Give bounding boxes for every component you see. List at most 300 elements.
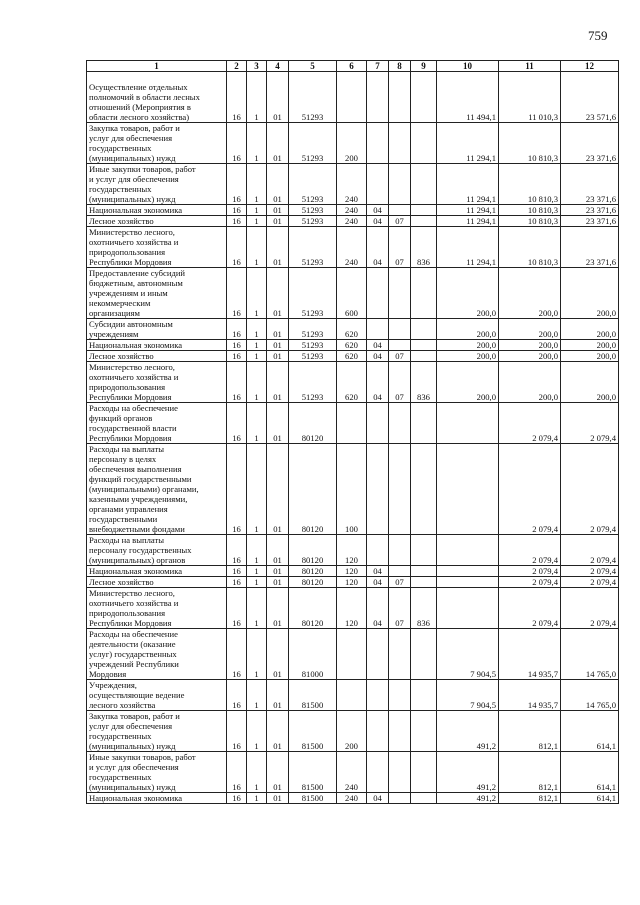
code-subprogram: 01 [267, 588, 289, 629]
row-name: Расходы на выплаты персоналу в целях обеспечения выполнения функций государственными (муниципальными) органами, казенными учреждениями, органами управления государственными внебюджетными фондами [87, 444, 227, 535]
code-expense-type: 100 [337, 444, 367, 535]
code-grbs [411, 216, 437, 227]
code-subprogram: 01 [267, 577, 289, 588]
table-row [87, 577, 619, 588]
code-section [367, 629, 389, 680]
amount-col-10: 491,2 [437, 752, 499, 793]
code-program: 1 [247, 72, 267, 123]
code-direction: 51293 [289, 340, 337, 351]
code-section [367, 403, 389, 444]
amount-col-12: 614,1 [561, 711, 619, 752]
amount-col-10 [437, 566, 499, 577]
amount-col-10: 200,0 [437, 340, 499, 351]
code-subsection: 07 [389, 351, 411, 362]
code-program: 1 [247, 227, 267, 268]
code-direction: 81500 [289, 680, 337, 711]
code-direction: 51293 [289, 268, 337, 319]
code-grbs [411, 268, 437, 319]
row-name: Учреждения, осуществляющие ведение лесного хозяйства [87, 680, 227, 711]
amount-col-12: 2 079,4 [561, 588, 619, 629]
code-expense-type: 120 [337, 535, 367, 566]
code-direction: 80120 [289, 403, 337, 444]
amount-col-12: 200,0 [561, 319, 619, 340]
code-section [367, 535, 389, 566]
code-ministry: 16 [227, 123, 247, 164]
code-program: 1 [247, 535, 267, 566]
code-direction: 81500 [289, 752, 337, 793]
code-ministry: 16 [227, 588, 247, 629]
code-section: 04 [367, 205, 389, 216]
amount-col-11: 10 810,3 [499, 216, 561, 227]
code-subprogram: 01 [267, 216, 289, 227]
code-subsection [389, 793, 411, 804]
code-ministry: 16 [227, 577, 247, 588]
amount-col-12: 2 079,4 [561, 566, 619, 577]
code-program: 1 [247, 123, 267, 164]
amount-col-11: 2 079,4 [499, 403, 561, 444]
code-program: 1 [247, 629, 267, 680]
code-section: 04 [367, 362, 389, 403]
code-direction: 80120 [289, 588, 337, 629]
code-program: 1 [247, 340, 267, 351]
amount-col-11: 200,0 [499, 268, 561, 319]
code-section [367, 680, 389, 711]
amount-col-11: 2 079,4 [499, 566, 561, 577]
code-ministry: 16 [227, 403, 247, 444]
column-header-1: 1 [87, 61, 227, 72]
amount-col-10 [437, 444, 499, 535]
code-subsection [389, 72, 411, 123]
code-expense-type: 240 [337, 216, 367, 227]
amount-col-11: 812,1 [499, 793, 561, 804]
row-name: Закупка товаров, работ и услуг для обеспечения государственных (муниципальных) нужд [87, 123, 227, 164]
amount-col-10 [437, 577, 499, 588]
code-expense-type: 240 [337, 793, 367, 804]
code-grbs [411, 351, 437, 362]
code-expense-type [337, 629, 367, 680]
table-row [87, 566, 619, 577]
amount-col-12: 23 371,6 [561, 216, 619, 227]
amount-col-12: 200,0 [561, 340, 619, 351]
column-header-7: 7 [367, 61, 389, 72]
code-subprogram: 01 [267, 123, 289, 164]
code-section: 04 [367, 566, 389, 577]
code-ministry: 16 [227, 711, 247, 752]
code-program: 1 [247, 588, 267, 629]
amount-col-11: 2 079,4 [499, 535, 561, 566]
code-ministry: 16 [227, 319, 247, 340]
code-program: 1 [247, 268, 267, 319]
code-direction: 80120 [289, 535, 337, 566]
code-grbs: 836 [411, 227, 437, 268]
code-section [367, 752, 389, 793]
amount-col-12: 23 371,6 [561, 164, 619, 205]
code-subprogram: 01 [267, 566, 289, 577]
table-row [87, 319, 619, 340]
code-ministry: 16 [227, 566, 247, 577]
table-row [87, 72, 619, 123]
code-ministry: 16 [227, 164, 247, 205]
amount-col-12: 14 765,0 [561, 629, 619, 680]
amount-col-10: 7 904,5 [437, 629, 499, 680]
code-ministry: 16 [227, 535, 247, 566]
code-subsection: 07 [389, 227, 411, 268]
row-name: Министерство лесного, охотничьего хозяйства и природопользования Республики Мордовия [87, 588, 227, 629]
code-ministry: 16 [227, 340, 247, 351]
column-header-2: 2 [227, 61, 247, 72]
code-ministry: 16 [227, 351, 247, 362]
code-subprogram: 01 [267, 205, 289, 216]
code-expense-type [337, 403, 367, 444]
code-expense-type: 120 [337, 566, 367, 577]
table-row [87, 227, 619, 268]
code-grbs [411, 566, 437, 577]
code-subprogram: 01 [267, 629, 289, 680]
code-subprogram: 01 [267, 268, 289, 319]
code-direction: 81500 [289, 793, 337, 804]
table-row [87, 444, 619, 535]
code-program: 1 [247, 577, 267, 588]
code-expense-type: 240 [337, 227, 367, 268]
budget-table [86, 60, 619, 804]
amount-col-10: 11 294,1 [437, 123, 499, 164]
amount-col-11: 200,0 [499, 319, 561, 340]
row-name: Лесное хозяйство [87, 577, 227, 588]
code-grbs [411, 629, 437, 680]
column-header-3: 3 [247, 61, 267, 72]
code-subprogram: 01 [267, 340, 289, 351]
code-subsection [389, 566, 411, 577]
code-section: 04 [367, 793, 389, 804]
code-subprogram: 01 [267, 351, 289, 362]
amount-col-10: 11 294,1 [437, 227, 499, 268]
code-ministry: 16 [227, 227, 247, 268]
row-name: Лесное хозяйство [87, 351, 227, 362]
code-ministry: 16 [227, 268, 247, 319]
code-program: 1 [247, 362, 267, 403]
amount-col-11: 200,0 [499, 351, 561, 362]
table-row [87, 752, 619, 793]
row-name: Национальная экономика [87, 340, 227, 351]
code-section: 04 [367, 351, 389, 362]
code-direction: 80120 [289, 566, 337, 577]
code-subsection [389, 205, 411, 216]
amount-col-12: 23 371,6 [561, 227, 619, 268]
column-header-6: 6 [337, 61, 367, 72]
code-grbs [411, 752, 437, 793]
table-row [87, 711, 619, 752]
row-name: Иные закупки товаров, работ и услуг для обеспечения государственных (муниципальных) нужд [87, 752, 227, 793]
amount-col-12: 23 371,6 [561, 205, 619, 216]
amount-col-10: 491,2 [437, 793, 499, 804]
code-subsection: 07 [389, 577, 411, 588]
code-ministry: 16 [227, 362, 247, 403]
code-section [367, 268, 389, 319]
code-grbs [411, 72, 437, 123]
code-grbs [411, 535, 437, 566]
code-expense-type [337, 72, 367, 123]
code-subsection [389, 268, 411, 319]
amount-col-12: 14 765,0 [561, 680, 619, 711]
code-direction: 80120 [289, 577, 337, 588]
code-direction: 51293 [289, 319, 337, 340]
code-subsection: 07 [389, 588, 411, 629]
row-name: Закупка товаров, работ и услуг для обеспечения государственных (муниципальных) нужд [87, 711, 227, 752]
code-ministry: 16 [227, 205, 247, 216]
code-expense-type: 240 [337, 205, 367, 216]
code-subsection [389, 444, 411, 535]
table-row [87, 205, 619, 216]
code-subprogram: 01 [267, 164, 289, 205]
code-ministry: 16 [227, 752, 247, 793]
code-grbs [411, 164, 437, 205]
code-section [367, 164, 389, 205]
table-row [87, 362, 619, 403]
code-subprogram: 01 [267, 227, 289, 268]
amount-col-11: 2 079,4 [499, 444, 561, 535]
code-subsection [389, 535, 411, 566]
amount-col-10: 200,0 [437, 362, 499, 403]
amount-col-10: 491,2 [437, 711, 499, 752]
code-grbs: 836 [411, 362, 437, 403]
amount-col-11: 2 079,4 [499, 577, 561, 588]
code-grbs: 836 [411, 588, 437, 629]
code-ministry: 16 [227, 793, 247, 804]
code-grbs [411, 319, 437, 340]
code-subsection [389, 403, 411, 444]
amount-col-10 [437, 403, 499, 444]
table-row [87, 340, 619, 351]
code-program: 1 [247, 403, 267, 444]
amount-col-11: 10 810,3 [499, 227, 561, 268]
code-expense-type: 620 [337, 351, 367, 362]
code-expense-type: 120 [337, 588, 367, 629]
amount-col-11: 812,1 [499, 752, 561, 793]
code-section [367, 319, 389, 340]
code-direction: 51293 [289, 227, 337, 268]
amount-col-12: 23 571,6 [561, 72, 619, 123]
amount-col-12: 2 079,4 [561, 535, 619, 566]
code-expense-type: 200 [337, 711, 367, 752]
row-name: Министерство лесного, охотничьего хозяйства и природопользования Республики Мордовия [87, 362, 227, 403]
amount-col-10: 11 494,1 [437, 72, 499, 123]
code-direction: 80120 [289, 444, 337, 535]
amount-col-12: 200,0 [561, 268, 619, 319]
amount-col-12: 23 371,6 [561, 123, 619, 164]
code-grbs [411, 577, 437, 588]
amount-col-12: 200,0 [561, 351, 619, 362]
row-name: Субсидии автономным учреждениям [87, 319, 227, 340]
table-body [87, 72, 619, 804]
row-name: Расходы на обеспечение функций органов государственной власти Республики Мордовия [87, 403, 227, 444]
code-ministry: 16 [227, 444, 247, 535]
row-name: Иные закупки товаров, работ и услуг для обеспечения государственных (муниципальных) нужд [87, 164, 227, 205]
code-section [367, 123, 389, 164]
table-row [87, 629, 619, 680]
row-name: Национальная экономика [87, 205, 227, 216]
code-subsection [389, 123, 411, 164]
code-program: 1 [247, 793, 267, 804]
code-expense-type: 200 [337, 123, 367, 164]
amount-col-10 [437, 588, 499, 629]
code-expense-type: 120 [337, 577, 367, 588]
code-section: 04 [367, 216, 389, 227]
code-program: 1 [247, 205, 267, 216]
code-program: 1 [247, 216, 267, 227]
code-ministry: 16 [227, 216, 247, 227]
code-grbs [411, 711, 437, 752]
amount-col-12: 2 079,4 [561, 577, 619, 588]
table-row [87, 588, 619, 629]
amount-col-12: 2 079,4 [561, 403, 619, 444]
row-name: Национальная экономика [87, 566, 227, 577]
amount-col-11: 10 810,3 [499, 164, 561, 205]
amount-col-11: 200,0 [499, 362, 561, 403]
amount-col-11: 812,1 [499, 711, 561, 752]
code-direction: 81500 [289, 711, 337, 752]
column-header-12: 12 [561, 61, 619, 72]
code-program: 1 [247, 351, 267, 362]
amount-col-10: 200,0 [437, 268, 499, 319]
table-row [87, 793, 619, 804]
amount-col-10: 11 294,1 [437, 164, 499, 205]
code-grbs [411, 340, 437, 351]
code-program: 1 [247, 319, 267, 340]
table-row [87, 351, 619, 362]
amount-col-11: 10 810,3 [499, 205, 561, 216]
column-header-5: 5 [289, 61, 337, 72]
amount-col-12: 614,1 [561, 793, 619, 804]
column-header-8: 8 [389, 61, 411, 72]
amount-col-10: 200,0 [437, 351, 499, 362]
code-grbs [411, 680, 437, 711]
table-row [87, 535, 619, 566]
code-subsection [389, 752, 411, 793]
amount-col-10: 11 294,1 [437, 205, 499, 216]
code-subprogram: 01 [267, 535, 289, 566]
column-header-4: 4 [267, 61, 289, 72]
code-program: 1 [247, 680, 267, 711]
code-direction: 51293 [289, 164, 337, 205]
amount-col-11: 2 079,4 [499, 588, 561, 629]
code-grbs [411, 403, 437, 444]
code-subprogram: 01 [267, 752, 289, 793]
amount-col-10: 200,0 [437, 319, 499, 340]
code-program: 1 [247, 752, 267, 793]
row-name: Министерство лесного, охотничьего хозяйства и природопользования Республики Мордовия [87, 227, 227, 268]
code-subsection [389, 340, 411, 351]
code-subsection [389, 319, 411, 340]
code-grbs [411, 205, 437, 216]
code-direction: 51293 [289, 123, 337, 164]
code-program: 1 [247, 444, 267, 535]
code-grbs [411, 123, 437, 164]
code-expense-type: 620 [337, 319, 367, 340]
code-grbs [411, 444, 437, 535]
code-subprogram: 01 [267, 72, 289, 123]
column-header-9: 9 [411, 61, 437, 72]
code-section [367, 72, 389, 123]
row-name: Лесное хозяйство [87, 216, 227, 227]
column-header-11: 11 [499, 61, 561, 72]
code-section: 04 [367, 588, 389, 629]
code-subsection [389, 711, 411, 752]
code-expense-type: 620 [337, 362, 367, 403]
code-section: 04 [367, 577, 389, 588]
row-name: Осуществление отдельных полномочий в области лесных отношений (Мероприятия в области лесного хозяйства) [87, 72, 227, 123]
code-section [367, 711, 389, 752]
code-subsection [389, 680, 411, 711]
code-ministry: 16 [227, 629, 247, 680]
code-expense-type: 240 [337, 164, 367, 205]
code-section: 04 [367, 340, 389, 351]
header-row [87, 61, 619, 72]
code-expense-type [337, 680, 367, 711]
code-direction: 51293 [289, 351, 337, 362]
code-subprogram: 01 [267, 444, 289, 535]
code-section [367, 444, 389, 535]
page-number: 759 [588, 28, 608, 43]
code-subprogram: 01 [267, 680, 289, 711]
amount-col-10 [437, 535, 499, 566]
code-ministry: 16 [227, 680, 247, 711]
code-direction: 51293 [289, 362, 337, 403]
code-subprogram: 01 [267, 793, 289, 804]
amount-col-12: 614,1 [561, 752, 619, 793]
code-subsection: 07 [389, 216, 411, 227]
code-direction: 51293 [289, 72, 337, 123]
row-name: Расходы на обеспечение деятельности (оказание услуг) государственных учреждений Республики Мордовия [87, 629, 227, 680]
column-header-10: 10 [437, 61, 499, 72]
code-program: 1 [247, 566, 267, 577]
code-expense-type: 240 [337, 752, 367, 793]
code-grbs [411, 793, 437, 804]
code-direction: 81000 [289, 629, 337, 680]
code-direction: 51293 [289, 205, 337, 216]
code-subsection [389, 629, 411, 680]
code-subprogram: 01 [267, 319, 289, 340]
table-row [87, 268, 619, 319]
row-name: Расходы на выплаты персоналу государственных (муниципальных) органов [87, 535, 227, 566]
row-name: Национальная экономика [87, 793, 227, 804]
code-subprogram: 01 [267, 362, 289, 403]
amount-col-11: 200,0 [499, 340, 561, 351]
amount-col-12: 200,0 [561, 362, 619, 403]
amount-col-11: 11 010,3 [499, 72, 561, 123]
amount-col-11: 14 935,7 [499, 629, 561, 680]
table-row [87, 164, 619, 205]
code-subprogram: 01 [267, 403, 289, 444]
row-name: Предоставление субсидий бюджетным, автономным учреждениям и иным некоммерческим организациям [87, 268, 227, 319]
code-subsection: 07 [389, 362, 411, 403]
amount-col-11: 14 935,7 [499, 680, 561, 711]
amount-col-10: 11 294,1 [437, 216, 499, 227]
table-row [87, 680, 619, 711]
code-expense-type: 620 [337, 340, 367, 351]
code-expense-type: 600 [337, 268, 367, 319]
code-program: 1 [247, 711, 267, 752]
table-row [87, 123, 619, 164]
code-section: 04 [367, 227, 389, 268]
code-program: 1 [247, 164, 267, 205]
table-row [87, 403, 619, 444]
amount-col-11: 10 810,3 [499, 123, 561, 164]
amount-col-12: 2 079,4 [561, 444, 619, 535]
code-subsection [389, 164, 411, 205]
table-row [87, 216, 619, 227]
amount-col-10: 7 904,5 [437, 680, 499, 711]
code-ministry: 16 [227, 72, 247, 123]
